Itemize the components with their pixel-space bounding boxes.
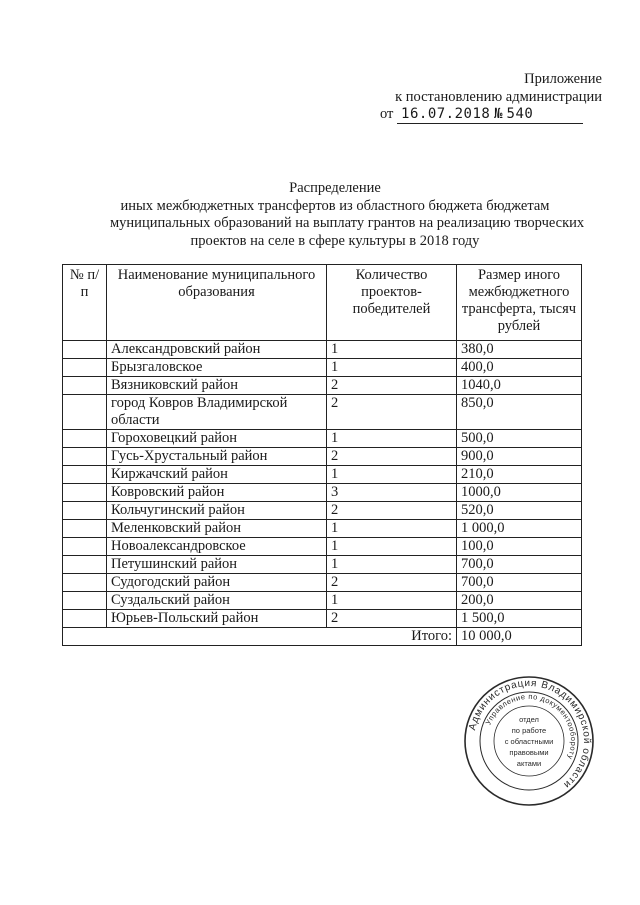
table-row: [63, 359, 582, 377]
stamp-center-line-1: отдел: [519, 715, 539, 724]
row-amount-cell: 700,0: [457, 556, 582, 574]
row-number-cell: [63, 395, 107, 430]
row-name-cell: Вязниковский район: [107, 377, 327, 395]
row-count-cell: 1: [327, 538, 457, 556]
appendix-title: Приложение: [524, 71, 602, 87]
row-amount-cell: 850,0: [457, 395, 582, 430]
row-name-cell: Кольчугинский район: [107, 502, 327, 520]
stamp-center-line-2: по работе: [511, 726, 547, 735]
row-number-cell: [63, 556, 107, 574]
stamp-inner-ring-text: Управление по документообороту: [483, 691, 579, 762]
row-count-cell: 2: [327, 377, 457, 395]
official-stamp: [462, 674, 596, 808]
table-row: [63, 430, 582, 448]
row-number-cell: [63, 610, 107, 628]
col-header-count: Количество проектов-победителей: [327, 265, 457, 341]
table-row: [63, 574, 582, 592]
title-line-1: Распределение: [289, 180, 381, 196]
table-row: [63, 520, 582, 538]
row-name-cell: Брызгаловское: [107, 359, 327, 377]
row-name-cell: Юрьев-Польский район: [107, 610, 327, 628]
row-amount-cell: 210,0: [457, 466, 582, 484]
title-line-3: муниципальных образований на выплату грантов на реализацию творческих: [110, 215, 585, 231]
total-label: Итого:: [63, 628, 457, 646]
row-count-cell: 1: [327, 556, 457, 574]
appendix-subtitle: к постановлению администрации: [395, 89, 602, 105]
row-amount-cell: 1040,0: [457, 377, 582, 395]
col-header-number: № п/п: [63, 265, 107, 341]
row-name-cell: Александровский район: [107, 341, 327, 359]
title-line-2: иных межбюджетных трансфертов из областного бюджета бюджетам: [120, 197, 550, 214]
row-number-cell: [63, 448, 107, 466]
row-count-cell: 1: [327, 592, 457, 610]
document-title: [110, 180, 585, 250]
row-number-cell: [63, 592, 107, 610]
stamp-center-line-4: правовыми: [509, 748, 549, 757]
row-name-cell: Петушинский район: [107, 556, 327, 574]
stamp-ring-text: Администрация Владимирской области: [467, 677, 593, 791]
total-value: 10 000,0: [457, 628, 582, 646]
row-number-cell: [63, 377, 107, 395]
row-count-cell: 1: [327, 359, 457, 377]
appendix-header: [340, 70, 602, 106]
table-header-row: [63, 265, 582, 341]
row-count-cell: 3: [327, 484, 457, 502]
row-amount-cell: 380,0: [457, 341, 582, 359]
row-amount-cell: 900,0: [457, 448, 582, 466]
row-number-cell: [63, 466, 107, 484]
row-amount-cell: 1000,0: [457, 484, 582, 502]
stamp-center-line-5: актами: [516, 759, 542, 768]
table-row: [63, 395, 582, 430]
row-count-cell: 2: [327, 502, 457, 520]
row-amount-cell: 1 000,0: [457, 520, 582, 538]
row-count-cell: 1: [327, 430, 457, 448]
row-count-cell: 1: [327, 341, 457, 359]
row-number-cell: [63, 341, 107, 359]
table-row: [63, 556, 582, 574]
col-header-amount: Размер иного межбюджетного трансферта, тысяч рублей: [457, 265, 582, 341]
row-amount-cell: 400,0: [457, 359, 582, 377]
row-amount-cell: 100,0: [457, 538, 582, 556]
row-count-cell: 2: [327, 610, 457, 628]
row-name-cell: Меленковский район: [107, 520, 327, 538]
stamp-seal-icon: [462, 674, 596, 808]
row-count-cell: 1: [327, 466, 457, 484]
row-number-cell: [63, 520, 107, 538]
row-name-cell: Суздальский район: [107, 592, 327, 610]
row-count-cell: 2: [327, 395, 457, 430]
table-row: [63, 341, 582, 359]
decree-number: 540: [506, 106, 534, 122]
col-header-name: Наименование муниципального образования: [107, 265, 327, 341]
table-row: [63, 502, 582, 520]
row-number-cell: [63, 574, 107, 592]
row-name-cell: Гороховецкий район: [107, 430, 327, 448]
table-body: [63, 341, 582, 628]
title-line-4: проектов на селе в сфере культуры в 2018 году: [190, 232, 480, 249]
date-prefix: от: [380, 106, 394, 122]
row-count-cell: 2: [327, 448, 457, 466]
row-number-cell: [63, 484, 107, 502]
table-row: [63, 448, 582, 466]
row-name-cell: Гусь-Хрустальный район: [107, 448, 327, 466]
row-amount-cell: 700,0: [457, 574, 582, 592]
row-number-cell: [63, 502, 107, 520]
row-name-cell: Ковровский район: [107, 484, 327, 502]
row-count-cell: 2: [327, 574, 457, 592]
table-row: [63, 592, 582, 610]
row-amount-cell: 500,0: [457, 430, 582, 448]
table-row: [63, 466, 582, 484]
table-row: [63, 377, 582, 395]
row-name-cell: город Ковров Владимирской области: [107, 395, 327, 430]
row-count-cell: 1: [327, 520, 457, 538]
row-name-cell: Судогодский район: [107, 574, 327, 592]
total-row: [63, 628, 582, 646]
table-row: [63, 538, 582, 556]
table-row: [63, 484, 582, 502]
row-number-cell: [63, 359, 107, 377]
row-amount-cell: 520,0: [457, 502, 582, 520]
table-row: [63, 610, 582, 628]
decree-reference: [380, 106, 583, 124]
row-name-cell: Новоалександровское: [107, 538, 327, 556]
row-name-cell: Киржачский район: [107, 466, 327, 484]
number-prefix: №: [493, 106, 503, 122]
stamp-center-line-3: с областными: [504, 737, 554, 746]
row-number-cell: [63, 430, 107, 448]
decree-date: 16.07.2018: [401, 106, 491, 122]
row-amount-cell: 1 500,0: [457, 610, 582, 628]
row-number-cell: [63, 538, 107, 556]
distribution-table: [62, 264, 582, 646]
row-amount-cell: 200,0: [457, 592, 582, 610]
